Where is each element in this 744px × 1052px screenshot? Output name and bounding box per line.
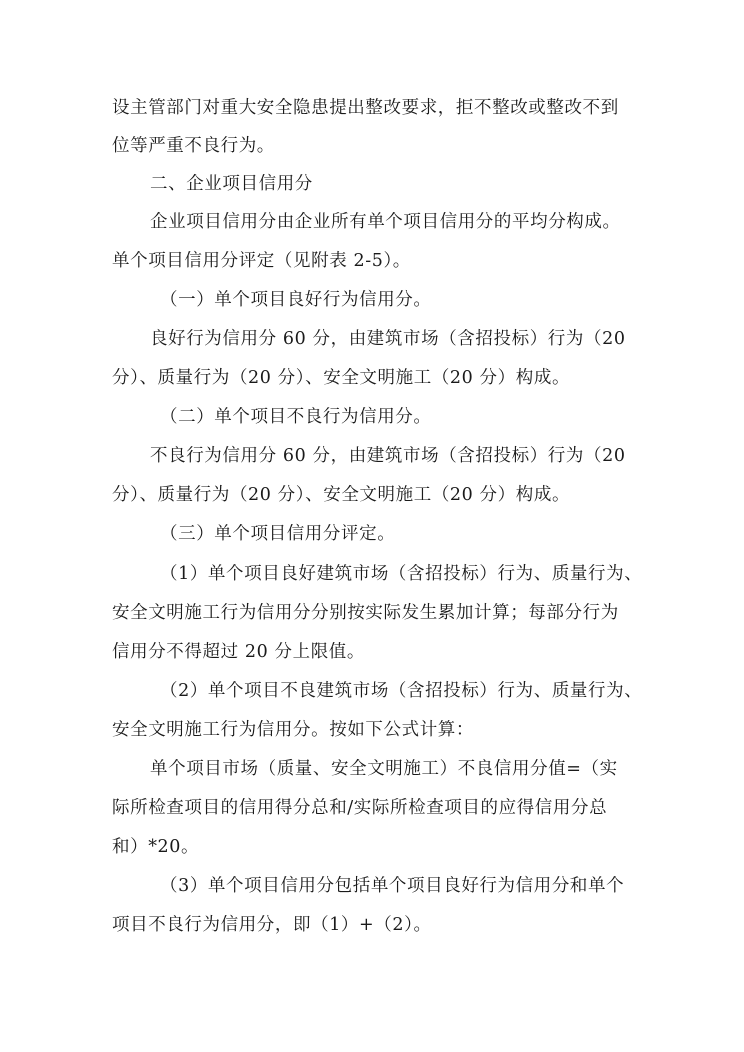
section-heading: 二、企业项目信用分 [150, 174, 313, 194]
formula-line: 单个项目市场（质量、安全文明施工）不良信用分值=（实 [150, 759, 618, 779]
paragraph-line: 不良行为信用分 60 分，由建筑市场（含招投标）行为（20 [150, 446, 626, 466]
paragraph-line: 单个项目信用分评定（见附表 2-5）。 [112, 251, 411, 271]
formula-line: 和）*20。 [112, 837, 200, 857]
paragraph-line: 分）、质量行为（20 分）、安全文明施工（20 分）构成。 [112, 485, 571, 505]
paragraph-line: 项目不良行为信用分，即（1）+（2）。 [112, 915, 432, 935]
formula-line: 际所检查项目的信用得分总和/实际所检查项目的应得信用分总 [112, 798, 608, 818]
subsection-heading: （三）单个项目信用分评定。 [160, 524, 396, 544]
paragraph-line: 安全文明施工行为信用分分别按实际发生累加计算；每部分行为 [112, 603, 619, 623]
paragraph-line: 设主管部门对重大安全隐患提出整改要求，拒不整改或整改不到 [112, 98, 619, 118]
paragraph-line: 安全文明施工行为信用分。按如下公式计算： [112, 720, 474, 740]
subsection-heading: （二）单个项目不良行为信用分。 [160, 407, 432, 427]
paragraph-line: 信用分不得超过 20 分上限值。 [112, 642, 365, 662]
subsection-heading: （一）单个项目良好行为信用分。 [160, 290, 432, 310]
paragraph-line: 分）、质量行为（20 分）、安全文明施工（20 分）构成。 [112, 368, 571, 388]
paragraph-line: （3）单个项目信用分包括单个项目良好行为信用分和单个 [160, 876, 625, 896]
paragraph-line: 企业项目信用分由企业所有单个项目信用分的平均分构成。 [150, 212, 621, 232]
paragraph-line: 位等严重不良行为。 [112, 136, 275, 156]
paragraph-line: 良好行为信用分 60 分，由建筑市场（含招投标）行为（20 [150, 329, 626, 349]
paragraph-line: （2）单个项目不良建筑市场（含招投标）行为、质量行为、 [160, 681, 643, 701]
paragraph-line: （1）单个项目良好建筑市场（含招投标）行为、质量行为、 [160, 564, 643, 584]
